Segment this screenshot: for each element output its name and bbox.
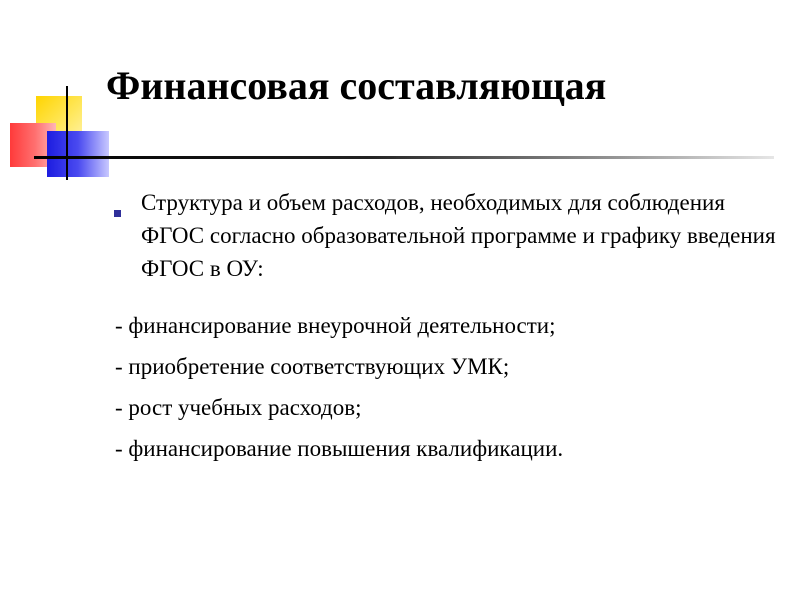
title-underline xyxy=(34,156,774,159)
bullet-text: Структура и объем расходов, необходимых для соблюдения ФГОС согласно образовательной программе и графику введения ФГОС в ОУ: xyxy=(141,190,776,281)
list-item: - приобретение соответствующих УМК; xyxy=(115,354,510,379)
decor-blue-square xyxy=(47,131,109,177)
slide-title: Финансовая составляющая xyxy=(106,63,607,108)
bullet-square-icon xyxy=(114,210,121,217)
sub-list xyxy=(115,305,563,469)
decor-vertical-line xyxy=(66,86,68,180)
list-item: - рост учебных расходов; xyxy=(115,395,362,420)
list-item: - финансирование внеурочной деятельности; xyxy=(115,313,556,338)
list-item: - финансирование повышения квалификации. xyxy=(115,436,564,461)
